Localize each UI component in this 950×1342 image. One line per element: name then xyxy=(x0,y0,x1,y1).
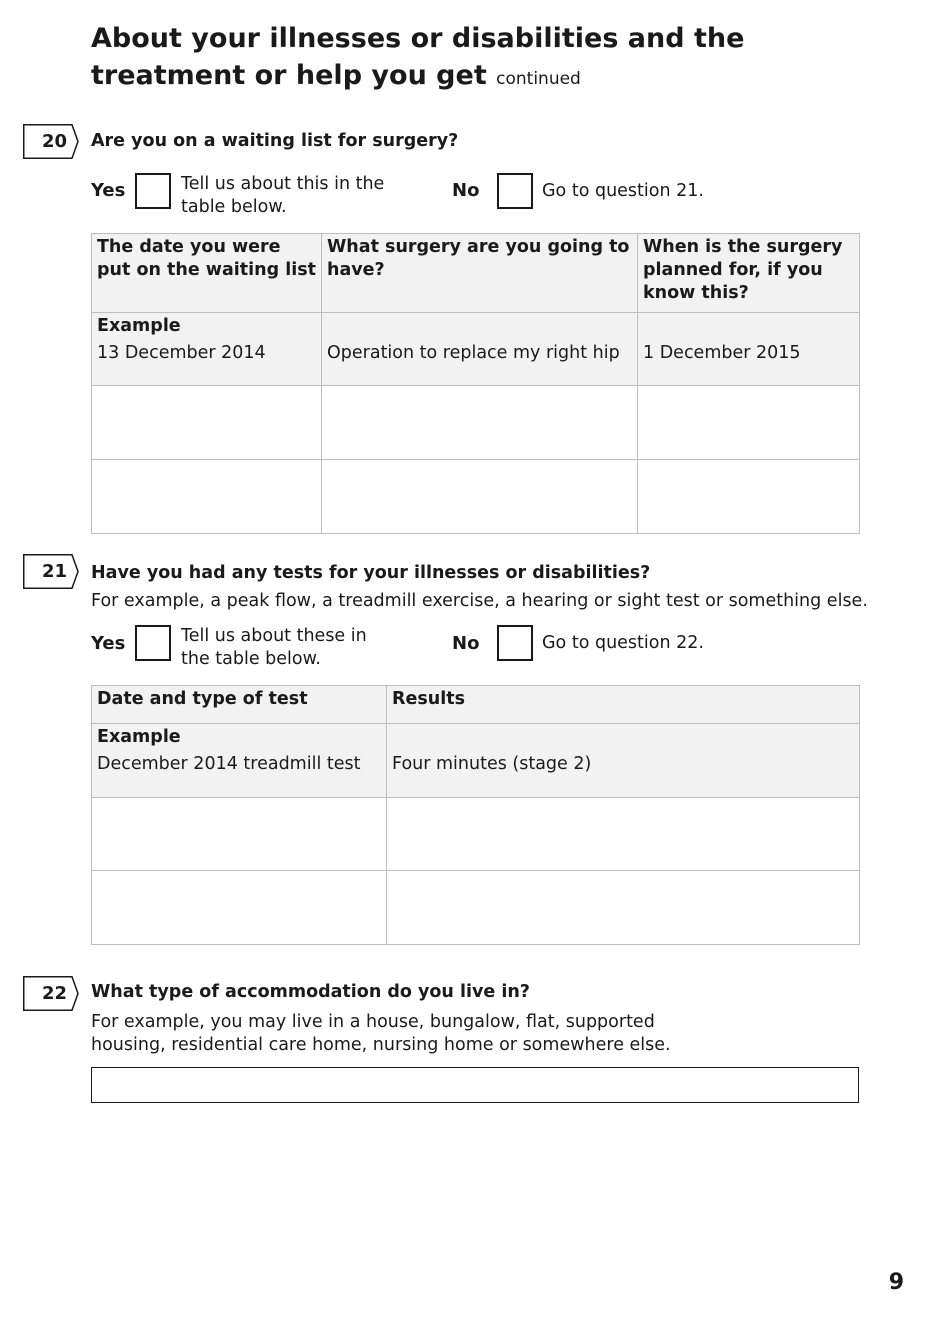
q21-no-label: No xyxy=(452,633,480,654)
question-22-text: What type of accommodation do you live in? xyxy=(91,982,530,1002)
q20-yes-instruction: Tell us about this in the table below. xyxy=(181,174,385,217)
q21-no-checkbox[interactable] xyxy=(497,625,533,661)
table-row xyxy=(92,460,860,534)
q21-yes-label: Yes xyxy=(91,633,126,654)
question-20-text: Are you on a waiting list for surgery? xyxy=(91,131,459,151)
table-input-cell[interactable] xyxy=(387,798,860,871)
table-input-cell[interactable] xyxy=(92,871,387,945)
table-header: When is the surgery planned for, if you know this? xyxy=(638,234,860,313)
table-cell xyxy=(322,313,638,386)
table-cell xyxy=(92,724,387,798)
table-input-cell[interactable] xyxy=(322,460,638,534)
accommodation-input[interactable] xyxy=(91,1067,859,1103)
table-row xyxy=(92,724,860,798)
q20-no-instruction: Go to question 21. xyxy=(542,181,704,201)
table-row xyxy=(92,313,860,386)
example-value: Operation to replace my right hip xyxy=(327,343,620,363)
example-value: 1 December 2015 xyxy=(643,343,801,363)
continued-label: continued xyxy=(496,69,581,89)
question-21-help: For example, a peak flow, a treadmill exercise, a hearing or sight test or something else. xyxy=(91,591,868,611)
table-header: Results xyxy=(387,686,860,724)
table-header: The date you were put on the waiting list xyxy=(92,234,322,313)
table-input-cell[interactable] xyxy=(92,798,387,871)
table-row xyxy=(92,386,860,460)
table-row xyxy=(92,798,860,871)
page-number: 9 xyxy=(888,1270,904,1295)
question-number-20 xyxy=(23,124,79,159)
question-number-22 xyxy=(23,976,79,1011)
question-21-text: Have you had any tests for your illnesses or disabilities? xyxy=(91,563,651,583)
question-number-label: 20 xyxy=(41,131,67,152)
q21-yes-instruction: Tell us about these in the table below. xyxy=(181,626,367,669)
example-value: Four minutes (stage 2) xyxy=(392,754,592,774)
table-row xyxy=(92,871,860,945)
question-22-help: For example, you may live in a house, bungalow, flat, supported housing, residential care home, nursing home or somewhere else. xyxy=(91,1012,671,1055)
example-value: December 2014 treadmill test xyxy=(97,754,361,774)
q20-yes-checkbox[interactable] xyxy=(135,173,171,209)
tests-table xyxy=(91,685,860,945)
example-label: Example xyxy=(97,316,181,336)
q20-yes-label: Yes xyxy=(91,180,126,201)
table-cell xyxy=(638,313,860,386)
q21-yes-checkbox[interactable] xyxy=(135,625,171,661)
q20-no-label: No xyxy=(452,180,480,201)
table-cell xyxy=(92,313,322,386)
table-cell xyxy=(387,724,860,798)
table-header: What surgery are you going to have? xyxy=(322,234,638,313)
example-value: 13 December 2014 xyxy=(97,343,266,363)
table-input-cell[interactable] xyxy=(92,460,322,534)
question-number-label: 21 xyxy=(41,561,67,582)
table-input-cell[interactable] xyxy=(638,460,860,534)
table-input-cell[interactable] xyxy=(92,386,322,460)
table-input-cell[interactable] xyxy=(387,871,860,945)
table-input-cell[interactable] xyxy=(322,386,638,460)
q20-no-checkbox[interactable] xyxy=(497,173,533,209)
question-number-21 xyxy=(23,554,79,589)
table-input-cell[interactable] xyxy=(638,386,860,460)
question-number-label: 22 xyxy=(41,983,67,1004)
q21-no-instruction: Go to question 22. xyxy=(542,633,704,653)
example-label: Example xyxy=(97,727,181,747)
page-title-text: About your illnesses or disabilities and the treatment or help you get xyxy=(91,23,745,91)
table-header: Date and type of test xyxy=(92,686,387,724)
page-title xyxy=(91,20,891,98)
surgery-waiting-list-table xyxy=(91,233,860,534)
